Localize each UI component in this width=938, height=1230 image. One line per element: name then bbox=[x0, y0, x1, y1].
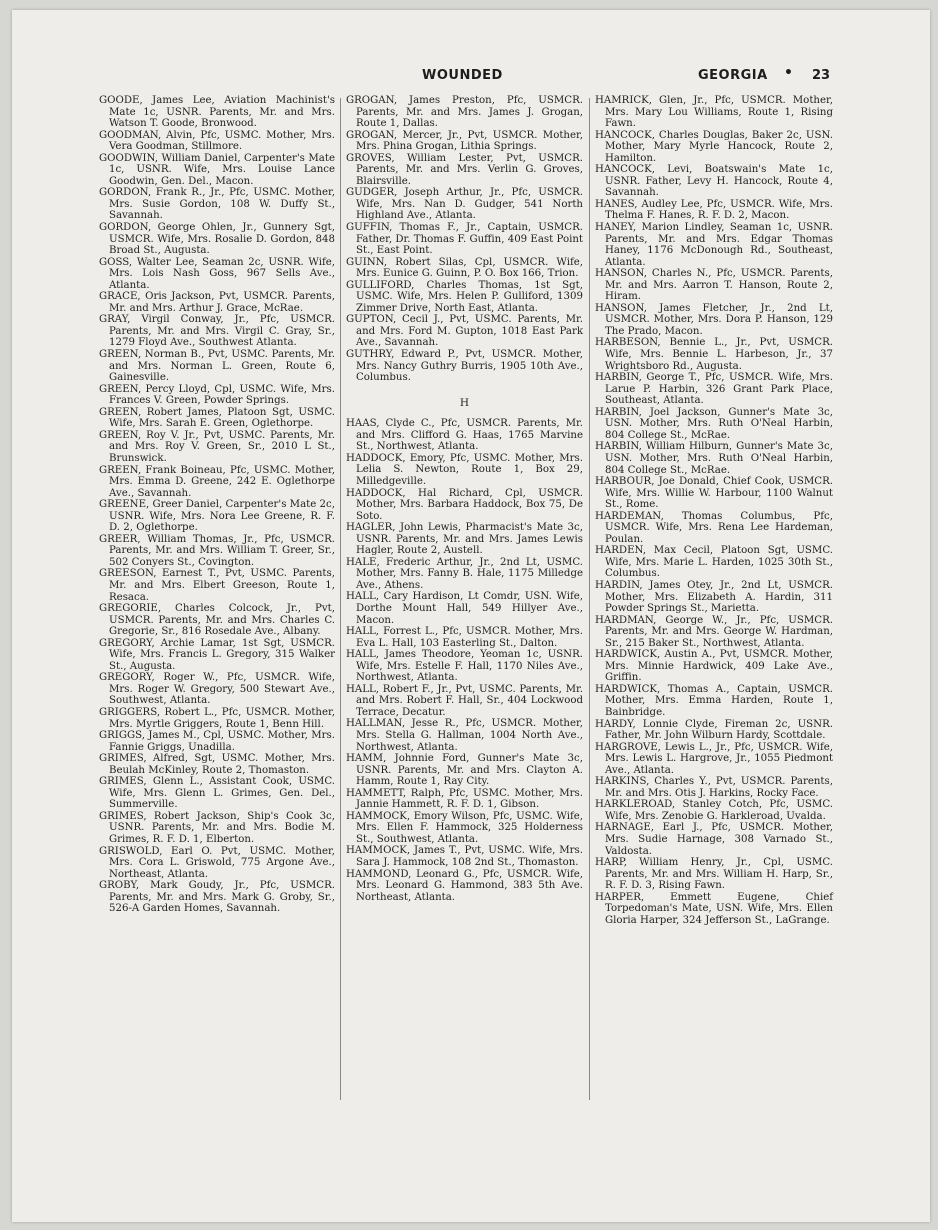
roster-entry: HARDEN, Max Cecil, Platoon Sgt, USMC. Wife, Mrs. Marie L. Harden, 1025 30th St., Columbus. bbox=[595, 545, 833, 580]
roster-entry: HARBESON, Bennie L., Jr., Pvt, USMCR. Wife, Mrs. Bennie L. Harbeson, Jr., 37 Wrightsboro Rd., Augusta. bbox=[595, 337, 833, 372]
state-name: GEORGIA bbox=[698, 68, 768, 83]
roster-entry: GRIMES, Alfred, Sgt, USMC. Mother, Mrs. Beulah McKinley, Route 2, Thomaston. bbox=[99, 753, 335, 776]
roster-entry: HARDY, Lonnie Clyde, Fireman 2c, USNR. Father, Mr. John Wilburn Hardy, Scottdale. bbox=[595, 718, 833, 742]
roster-entry: GREEN, Robert James, Platoon Sgt, USMC. Wife, Mrs. Sarah E. Green, Oglethorpe. bbox=[99, 406, 335, 430]
roster-entry: HARBIN, George T., Pfc, USMCR. Wife, Mrs. Larue P. Harbin, 326 Grant Park Place, Southeast, Atlanta. bbox=[595, 372, 833, 407]
roster-entry: HARP, William Henry, Jr., Cpl, USMC. Parents, Mr. and Mrs. William H. Harp, Sr., R. F. D. 3, Rising Fawn. bbox=[595, 857, 833, 892]
roster-entry: HARDMAN, George W., Jr., Pfc, USMCR. Parents, Mr. and Mrs. George W. Hardman, Sr., 215 Baker St., Northwest, Atlanta. bbox=[595, 614, 833, 649]
roster-entry: HAMM, Johnnie Ford, Gunner's Mate 3c, USNR. Parents, Mr. and Mrs. Clayton A. Hamm, Route 1, Ray City. bbox=[346, 753, 583, 788]
roster-entry: HAMMETT, Ralph, Pfc, USMC. Mother, Mrs. Jannie Hammett, R. F. D. 1, Gibson. bbox=[346, 787, 583, 811]
roster-entry: GRAY, Virgil Conway, Jr., Pfc, USMCR. Parents, Mr. and Mrs. Virgil C. Gray, Sr., 1279 Floyd Ave., Southwest Atlanta. bbox=[99, 314, 335, 349]
roster-entry: HALL, James Theodore, Yeoman 1c, USNR. Wife, Mrs. Estelle F. Hall, 1170 Niles Ave., Northwest, Atlanta. bbox=[346, 649, 583, 684]
roster-entry: GRISWOLD, Earl O. Pvt, USMC. Mother, Mrs. Cora L. Griswold, 775 Argone Ave., Northeast, Atlanta. bbox=[99, 845, 335, 880]
page-number: 23 bbox=[812, 68, 831, 83]
roster-entry: HARKINS, Charles Y., Pvt, USMCR. Parents, Mr. and Mrs. Otis J. Harkins, Rocky Face. bbox=[595, 776, 833, 799]
header-bullet: • bbox=[784, 65, 793, 81]
roster-entry: GORDON, George Ohlen, Jr., Gunnery Sgt, USMCR. Wife, Mrs. Rosalie D. Gordon, 848 Broad St., Augusta. bbox=[99, 222, 335, 257]
roster-entry: GULLIFORD, Charles Thomas, 1st Sgt, USMC. Wife, Mrs. Helen P. Gulliford, 1309 Zimmer Drive, North East, Atlanta. bbox=[346, 279, 583, 314]
roster-entry: GUDGER, Joseph Arthur, Jr., Pfc, USMCR. Wife, Mrs. Nan D. Gudger, 541 North Highland Ave., Atlanta. bbox=[346, 187, 583, 222]
roster-entry: GREEN, Percy Lloyd, Cpl, USMC. Wife, Mrs. Frances V. Green, Powder Springs. bbox=[99, 383, 335, 407]
roster-entry: GREEN, Frank Boineau, Pfc, USMC. Mother, Mrs. Emma D. Greene, 242 E. Oglethorpe Ave., Savannah. bbox=[99, 464, 335, 499]
roster-entry: GREER, William Thomas, Jr., Pfc, USMCR. Parents, Mr. and Mrs. William T. Greer, Sr., 502 Conyers St., Covington. bbox=[99, 533, 335, 568]
roster-entry: HAMMOCK, Emory Wilson, Pfc, USMC. Wife, Mrs. Ellen F. Hammock, 325 Holderness St., Southwest, Atlanta. bbox=[346, 810, 583, 845]
roster-entry: HALE, Frederic Arthur, Jr., 2nd Lt, USMC. Mother, Mrs. Fanny B. Hale, 1175 Milledge Ave., Athens. bbox=[346, 556, 583, 591]
roster-entry: GROBY, Mark Goudy, Jr., Pfc, USMCR. Parents, Mr. and Mrs. Mark G. Groby, Sr., 526-A Garden Homes, Savannah. bbox=[99, 880, 335, 915]
roster-entry: HARNAGE, Earl J., Pfc, USMCR. Mother, Mrs. Sudie Harnage, 308 Varnado St., Valdosta. bbox=[595, 822, 833, 857]
roster-entry: GROVES, William Lester, Pvt, USMCR. Parents, Mr. and Mrs. Verlin G. Groves, Blairsville. bbox=[346, 152, 583, 187]
roster-entry: HARBIN, William Hilburn, Gunner's Mate 3c, USN. Mother, Mrs. Ruth O'Neal Harbin, 804 College St., McRae. bbox=[595, 441, 833, 476]
column-divider bbox=[340, 98, 341, 1100]
roster-entry: GOODE, James Lee, Aviation Machinist's Mate 1c, USNR. Parents, Mr. and Mrs. Watson T. Goode, Bronwood. bbox=[99, 95, 335, 130]
roster-entry: GRACE, Oris Jackson, Pvt, USMCR. Parents, Mr. and Mrs. Arthur J. Grace, McRae. bbox=[99, 291, 335, 314]
roster-entry: HANSON, James Fletcher, Jr., 2nd Lt, USMCR. Mother, Mrs. Dora P. Hanson, 129 The Prado, Macon. bbox=[595, 302, 833, 337]
roster-entry: GREGORY, Roger W., Pfc, USMCR. Wife, Mrs. Roger W. Gregory, 500 Stewart Ave., Southwest, Atlanta. bbox=[99, 672, 335, 707]
roster-entry: GRIMES, Robert Jackson, Ship's Cook 3c, USNR. Parents, Mr. and Mrs. Bodie M. Grimes, R. F. D. 1, Elberton. bbox=[99, 810, 335, 845]
roster-entry: HARDWICK, Austin A., Pvt, USMCR. Mother, Mrs. Minnie Hardwick, 409 Lake Ave., Griffin. bbox=[595, 649, 833, 684]
column-divider bbox=[589, 98, 590, 1100]
roster-entry: HANES, Audley Lee, Pfc, USMCR. Wife, Mrs. Thelma F. Hanes, R. F. D. 2, Macon. bbox=[595, 198, 833, 222]
column-left bbox=[99, 95, 335, 915]
roster-entry: HADDOCK, Emory, Pfc, USMC. Mother, Mrs. Lelia S. Newton, Route 1, Box 29, Milledgeville. bbox=[346, 452, 583, 487]
roster-entry: HAMMOCK, James T., Pvt, USMC. Wife, Mrs. Sara J. Hammock, 108 2nd St., Thomaston. bbox=[346, 845, 583, 868]
roster-entry: GRIMES, Glenn L., Assistant Cook, USMC. Wife, Mrs. Glenn L. Grimes, Gen. Del., Summerville. bbox=[99, 776, 335, 811]
roster-entry: HALL, Robert F., Jr., Pvt, USMC. Parents, Mr. and Mrs. Robert F. Hall, Sr., 404 Lockwood Terrace, Decatur. bbox=[346, 683, 583, 718]
roster-entry: HARKLEROAD, Stanley Cotch, Pfc, USMC. Wife, Mrs. Zenobie G. Harkleroad, Uvalda. bbox=[595, 799, 833, 822]
roster-entry: HAAS, Clyde C., Pfc, USMCR. Parents, Mr. and Mrs. Clifford G. Haas, 1765 Marvine St., Northwest, Atlanta. bbox=[346, 418, 583, 453]
page-header bbox=[0, 62, 938, 82]
roster-entry: HADDOCK, Hal Richard, Cpl, USMCR. Mother, Mrs. Barbara Haddock, Box 75, De Soto. bbox=[346, 487, 583, 522]
section-title: WOUNDED bbox=[422, 68, 503, 83]
roster-entry: GUINN, Robert Silas, Cpl, USMCR. Wife, Mrs. Eunice G. Guinn, P. O. Box 166, Trion. bbox=[346, 256, 583, 280]
roster-entry: HALL, Forrest L., Pfc, USMCR. Mother, Mrs. Eva L. Hall, 103 Easterling St., Dalton. bbox=[346, 626, 583, 649]
roster-entry: GREGORIE, Charles Colcock, Jr., Pvt, USMCR. Parents, Mr. and Mrs. Charles C. Gregorie, Sr., 816 Rosedale Ave., Albany. bbox=[99, 603, 335, 638]
roster-entry: HARBIN, Joel Jackson, Gunner's Mate 3c, USN. Mother, Mrs. Ruth O'Neal Harbin, 804 College St., McRae. bbox=[595, 406, 833, 441]
roster-entry: GREENE, Greer Daniel, Carpenter's Mate 2c, USNR. Wife, Mrs. Nora Lee Greene, R. F. D. 2, Oglethorpe. bbox=[99, 499, 335, 534]
roster-entry: HANEY, Marion Lindley, Seaman 1c, USNR. Parents, Mr. and Mrs. Edgar Thomas Haney, 1176 McDonough Rd., Southeast, Atlanta. bbox=[595, 222, 833, 268]
roster-entry: GROGAN, Mercer, Jr., Pvt, USMCR. Mother, Mrs. Phina Grogan, Lithia Springs. bbox=[346, 129, 583, 153]
roster-entry: GRIGGERS, Robert L., Pfc, USMCR. Mother, Mrs. Myrtle Griggers, Route 1, Benn Hill. bbox=[99, 706, 335, 730]
roster-entry: HANSON, Charles N., Pfc, USMCR. Parents, Mr. and Mrs. Aarron T. Hanson, Route 2, Hiram. bbox=[595, 268, 833, 303]
roster-entry: GREEN, Norman B., Pvt, USMC. Parents, Mr. and Mrs. Norman L. Green, Route 6, Gainesville. bbox=[99, 349, 335, 384]
roster-entry: GREGORY, Archie Lamar, 1st Sgt, USMCR. Wife, Mrs. Francis L. Gregory, 315 Walker St., Augusta. bbox=[99, 637, 335, 672]
roster-entry: HALLMAN, Jesse R., Pfc, USMCR. Mother, Mrs. Stella G. Hallman, 1004 North Ave., Northwest, Atlanta. bbox=[346, 718, 583, 753]
roster-entry: GRIGGS, James M., Cpl, USMC. Mother, Mrs. Fannie Griggs, Unadilla. bbox=[99, 730, 335, 753]
roster-entry: GOODWIN, William Daniel, Carpenter's Mate 1c, USNR. Wife, Mrs. Louise Lance Goodwin, Gen. Del., Macon. bbox=[99, 152, 335, 187]
roster-entry: GOODMAN, Alvin, Pfc, USMC. Mother, Mrs. Vera Goodman, Stillmore. bbox=[99, 129, 335, 153]
roster-entry: HANCOCK, Charles Douglas, Baker 2c, USN. Mother, Mary Myrle Hancock, Route 2, Hamilton. bbox=[595, 129, 833, 164]
roster-entry: GUFFIN, Thomas F., Jr., Captain, USMCR. Father, Dr. Thomas F. Guffin, 409 East Point St., East Point. bbox=[346, 222, 583, 257]
roster-entry: HAMMOND, Leonard G., Pfc, USMCR. Wife, Mrs. Leonard G. Hammond, 383 5th Ave. Northeast, Atlanta. bbox=[346, 868, 583, 903]
roster-entry: HARDEMAN, Thomas Columbus, Pfc, USMCR. Wife, Mrs. Rena Lee Hardeman, Poulan. bbox=[595, 510, 833, 545]
roster-entry: HARBOUR, Joe Donald, Chief Cook, USMCR. Wife, Mrs. Willie W. Harbour, 1100 Walnut St., Rome. bbox=[595, 476, 833, 511]
roster-entry: GREESON, Earnest T., Pvt, USMC. Parents, Mr. and Mrs. Elbert Greeson, Route 1, Resaca. bbox=[99, 568, 335, 603]
roster-entry: HARDWICK, Thomas A., Captain, USMCR. Mother, Mrs. Emma Harden, Route 1, Bainbridge. bbox=[595, 683, 833, 718]
roster-entry: GUPTON, Cecil J., Pvt, USMC. Parents, Mr. and Mrs. Ford M. Gupton, 1018 East Park Ave., Savannah. bbox=[346, 314, 583, 349]
column-middle bbox=[346, 95, 583, 903]
roster-entry: HARPER, Emmett Eugene, Chief Torpedoman's Mate, USN. Wife, Mrs. Ellen Gloria Harper, 324 Jefferson St., LaGrange. bbox=[595, 891, 833, 926]
roster-entry: HAGLER, John Lewis, Pharmacist's Mate 3c, USNR. Parents, Mr. and Mrs. James Lewis Hagler, Route 2, Austell. bbox=[346, 522, 583, 557]
roster-entry: GUTHRY, Edward P., Pvt, USMCR. Mother, Mrs. Nancy Guthry Burris, 1905 10th Ave., Columbus. bbox=[346, 349, 583, 384]
section-letter-heading: H bbox=[459, 396, 470, 409]
roster-entry: GORDON, Frank R., Jr., Pfc, USMC. Mother, Mrs. Susie Gordon, 108 W. Duffy St., Savannah. bbox=[99, 187, 335, 222]
roster-entry: HANCOCK, Levi, Boatswain's Mate 1c, USNR. Father, Levy H. Hancock, Route 4, Savannah. bbox=[595, 164, 833, 199]
roster-entry: HARGROVE, Lewis L., Jr., Pfc, USMCR. Wife, Mrs. Lewis L. Hargrove, Jr., 1055 Piedmont Ave., Atlanta. bbox=[595, 741, 833, 776]
roster-entry: GREEN, Roy V. Jr., Pvt, USMC. Parents, Mr. and Mrs. Roy V. Green, Sr., 2010 L St., Brunswick. bbox=[99, 429, 335, 464]
roster-entry: HARDIN, James Otey, Jr., 2nd Lt, USMCR. Mother, Mrs. Elizabeth A. Hardin, 311 Powder Springs St., Marietta. bbox=[595, 579, 833, 615]
column-right bbox=[595, 95, 833, 926]
roster-entry: HALL, Cary Hardison, Lt Comdr, USN. Wife, Dorthe Mount Hall, 549 Hillyer Ave., Macon. bbox=[346, 591, 583, 626]
roster-entry: GROGAN, James Preston, Pfc, USMCR. Parents, Mr. and Mrs. James J. Grogan, Route 1, Dallas. bbox=[346, 95, 583, 130]
roster-entry: GOSS, Walter Lee, Seaman 2c, USNR. Wife, Mrs. Lois Nash Goss, 967 Sells Ave., Atlanta. bbox=[99, 256, 335, 291]
roster-entry: HAMRICK, Glen, Jr., Pfc, USMCR. Mother, Mrs. Mary Lou Williams, Route 1, Rising Fawn. bbox=[595, 95, 833, 130]
